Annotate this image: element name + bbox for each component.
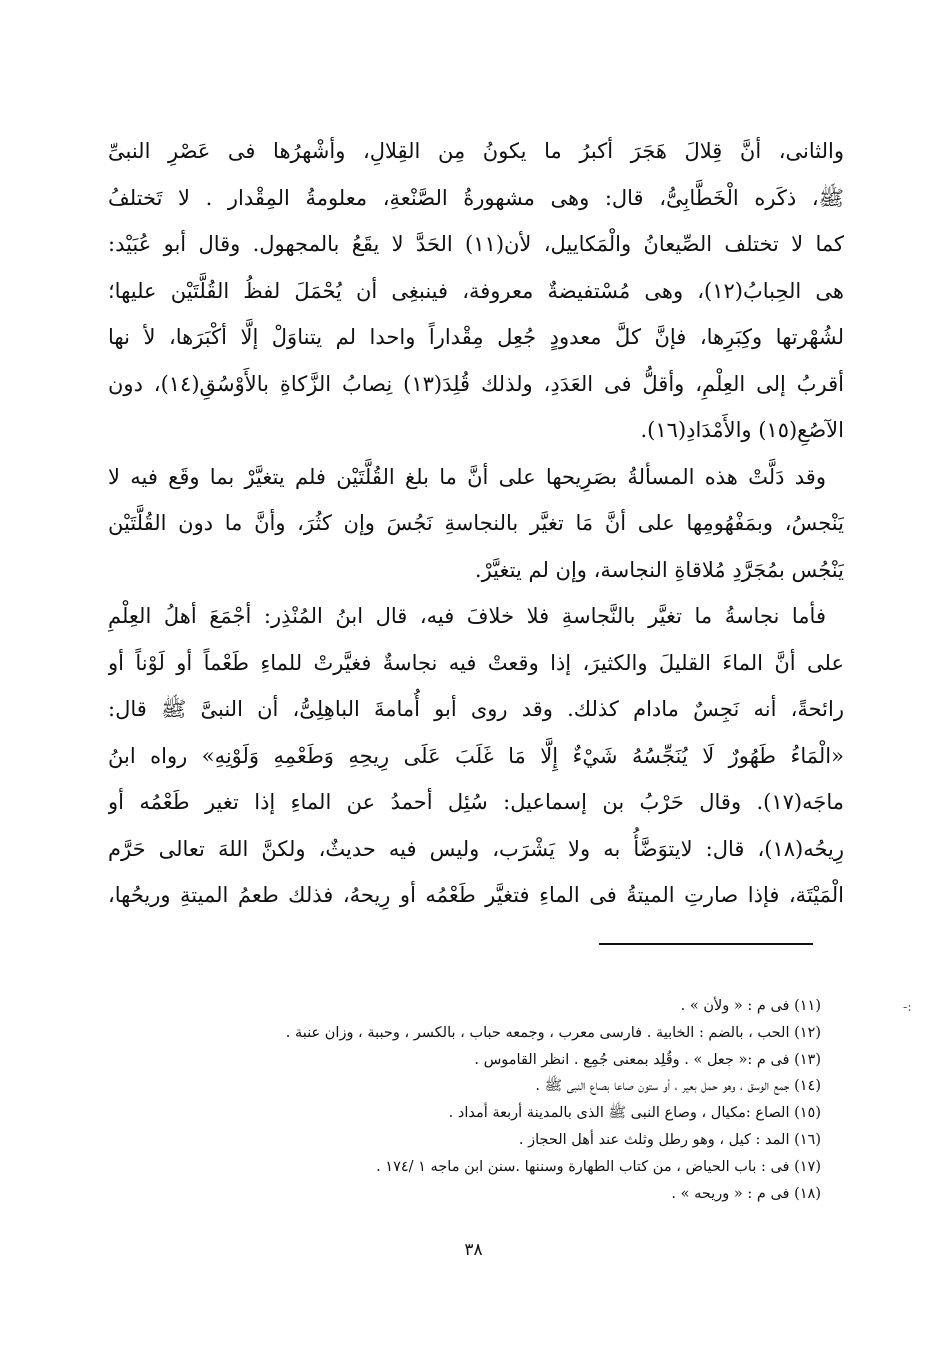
footnote: (١٧) فى : باب الحياض ، من كتاب الطهارة وسننها .سنن ابن ماجه ١ /١٧٤ . — [376, 1158, 821, 1175]
text-line: الآصُعِ(١٥) والأَمْدَادِ(١٦). — [640, 418, 844, 442]
text-line: ﷺ، ذكَره الْخَطَّابِىُّ، قال: وهى مشهورةُ الصَّنْعةِ، معلومةُ المِقْدار . لا تَختلفُ — [108, 185, 844, 210]
margin-mark: -: — [903, 1000, 912, 1015]
main-text — [108, 128, 844, 919]
footnote: (١٥) الصاع :مكيال ، وصاع النبى ﷺ الذى بالمدينة أربعة أمداد . — [448, 1105, 821, 1122]
text-line: يَنْجسُ، وبمَفْهُومِها على أنَّ مَا تغيَّر بالنجاسةِ نَجُسَ وإن كثُرَ، وأنَّ ما دون القُلَّتَيْن — [108, 511, 844, 535]
text-line: رائحةً، أنه نَجِسٌ مادام كذلك. وقد روى أبو أُمامةَ الباهِلِىُّ، أن النبىَّ ﷺ قال: — [108, 697, 844, 721]
page-number: ٣٨ — [464, 1240, 483, 1260]
text-line: وقد دَلَّتْ هذه المسألةُ بصَرِيحها على أنَّ ما بلغ القُلَّتَيْن فلم يتغيَّرْ بما وقَع فيه لا — [108, 464, 826, 489]
text-line: «الْمَاءُ طَهُورٌ لَا يُنَجِّسُهُ شَيْءٌ إِلَّا مَا غَلَبَ عَلَى رِيحِهِ وَطَعْمِهِ وَلَوْنِهِ» رواه ابنُ — [108, 743, 844, 768]
text-line: لشُهْرتها وكِبَرِها، فإنَّ كلَّ معدودٍ جُعِل مِقْداراً واحدا لم يتناوَلْ إلَّا أكْبَرَها، لأ نها — [108, 325, 844, 349]
text-line: هى الحِبابُ(١٢)، وهى مُسْتفيضةٌ معروفة، فينبغِى أن يُحْمَلَ لفظُ القُلَّتَيْن عليها؛ — [108, 278, 844, 303]
text-line: ماجَه(١٧). وقال حَرْبُ بن إسماعيل: سُئِل أحمدُ عن الماءِ إذا تغير طَعْمُه أو — [108, 790, 844, 814]
footnote: (١٦) المد : كيل ، وهو رطل وثلث عند أهل الحجاز . — [518, 1131, 821, 1148]
footnote: (١١) فى م : « ولأن » . — [680, 998, 821, 1014]
text-line: يَنْجُس بمُجَرَّدِ مُلاقاةِ النجاسة، وإن لم يتغيَّرْ. — [474, 557, 844, 582]
text-line: والثانى، أنَّ قِلالَ هَجَرَ أكبرُ ما يكونُ مِن القِلالِ، وأشْهرُها فى عَصْرِ النبىِّ — [108, 139, 844, 163]
text-line: كما لا تختلف الصِّيعانُ والْمَكاييل، لأن(١١) الحَدَّ لا يقَعُ بالمجهول. وقال أبو عُبَيْد: — [108, 232, 844, 256]
text-line: فأما نجاسةُ ما تغيَّر بالنَّجاسةِ فلا خلافَ فيه، قال ابنُ المُنْذِر: أجْمَعَ أهلُ العِلْمِ — [108, 604, 826, 628]
footnote: (١٢) الحب ، بالضم : الخابية . فارسى معرب ، وجمعه حباب ، بالكسر ، وحببة ، وزان عنبة . — [285, 1024, 821, 1041]
text-line: رِيحُه(١٨)، قال: لايتوَضَّأُ به ولا يَشْرَب، وليس فيه حديثٌ، ولكنَّ اللهَ تعالى حَرَّم — [108, 836, 844, 861]
footnote-separator — [599, 943, 813, 945]
footnote: (١٨) فى م : « وريحه » . — [671, 1185, 821, 1202]
footnote: (١٤) جمع الوسق ، وهو حمل بعير ، أو ستون صاعا بصاع النبى ﷺ . — [535, 1078, 821, 1095]
text-line: أقربُ إلى العِلْمِ، وأقلُّ فى العَدَدِ، ولذلك قُلِدَ(١٣) نِصابُ الزَّكاةِ بالأَوْسُقِ(١٤)، دون — [108, 371, 844, 396]
text-line: على أنَّ الماءَ القليلَ والكثيرَ، إذا وقعتْ فيه نجاسةٌ فغيَّرتْ للماءِ طَعْماً أو لَوْناً أو — [108, 650, 844, 675]
footnote: (١٣) فى م :« جعل » . وقُلِد بمعنى جُمِع . انظر القاموس . — [474, 1051, 821, 1068]
footnotes — [108, 993, 821, 1207]
text-line: الْمَيْتَة، فإذا صارتِ الميتةُ فى الماءِ فتغيَّر طَعْمُه أو رِيحهُ، فذلك طعمُ الميتةِ وريحُها، — [108, 883, 844, 907]
